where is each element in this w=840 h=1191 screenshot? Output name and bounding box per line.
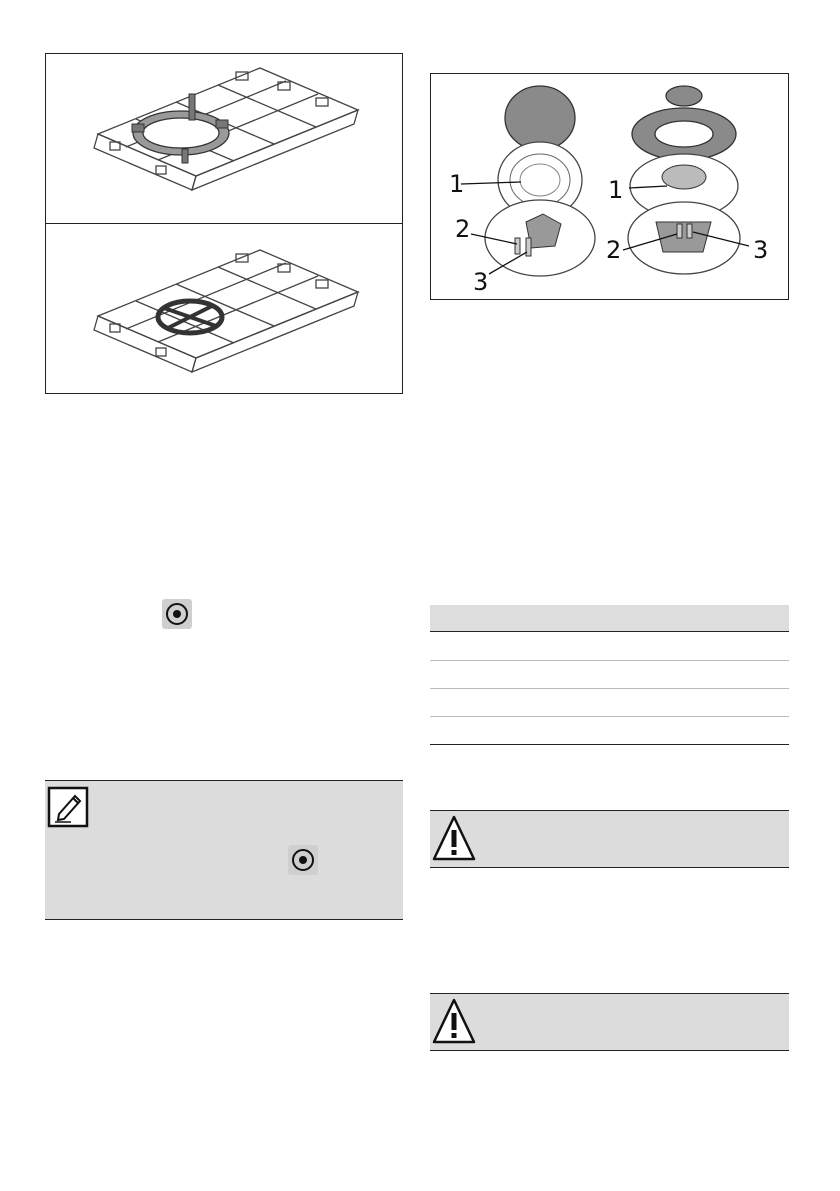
- callout-small-burner-crown: 1: [449, 170, 465, 198]
- callout-large-burner-thermocouple: 3: [753, 236, 769, 264]
- warning-box-1: [430, 811, 789, 867]
- callout-large-burner-crown: 1: [608, 176, 624, 204]
- grid-with-simmer-ring-illustration: [46, 224, 402, 393]
- warning-triangle-icon: [431, 997, 477, 1045]
- warning-1-bottom-rule: [430, 867, 789, 868]
- knob-marker-icon: [162, 599, 192, 629]
- burner-parts-figure: [430, 73, 789, 300]
- table-row-rule-1: [430, 660, 789, 661]
- warning-box-2: [430, 994, 789, 1050]
- table-row-rule-3: [430, 716, 789, 717]
- warning-triangle-icon: [431, 814, 477, 862]
- pencil-note-icon: [47, 786, 89, 828]
- table-header: [430, 605, 789, 631]
- callout-small-burner-thermocouple: 3: [473, 268, 489, 296]
- knob-marker-icon-note: [288, 845, 318, 875]
- pan-support-figure-top: [45, 53, 403, 224]
- pan-support-figure-bottom: [45, 223, 403, 394]
- note-bottom-rule: [45, 919, 403, 920]
- table-row-rule-2: [430, 688, 789, 689]
- note-box: [45, 781, 403, 919]
- callout-large-burner-electrode: 2: [606, 236, 622, 264]
- callout-small-burner-electrode: 2: [455, 215, 471, 243]
- table-bottom-rule: [430, 744, 789, 745]
- table-header-rule: [430, 631, 789, 632]
- warning-2-bottom-rule: [430, 1050, 789, 1051]
- grid-with-wok-ring-illustration: [46, 54, 402, 223]
